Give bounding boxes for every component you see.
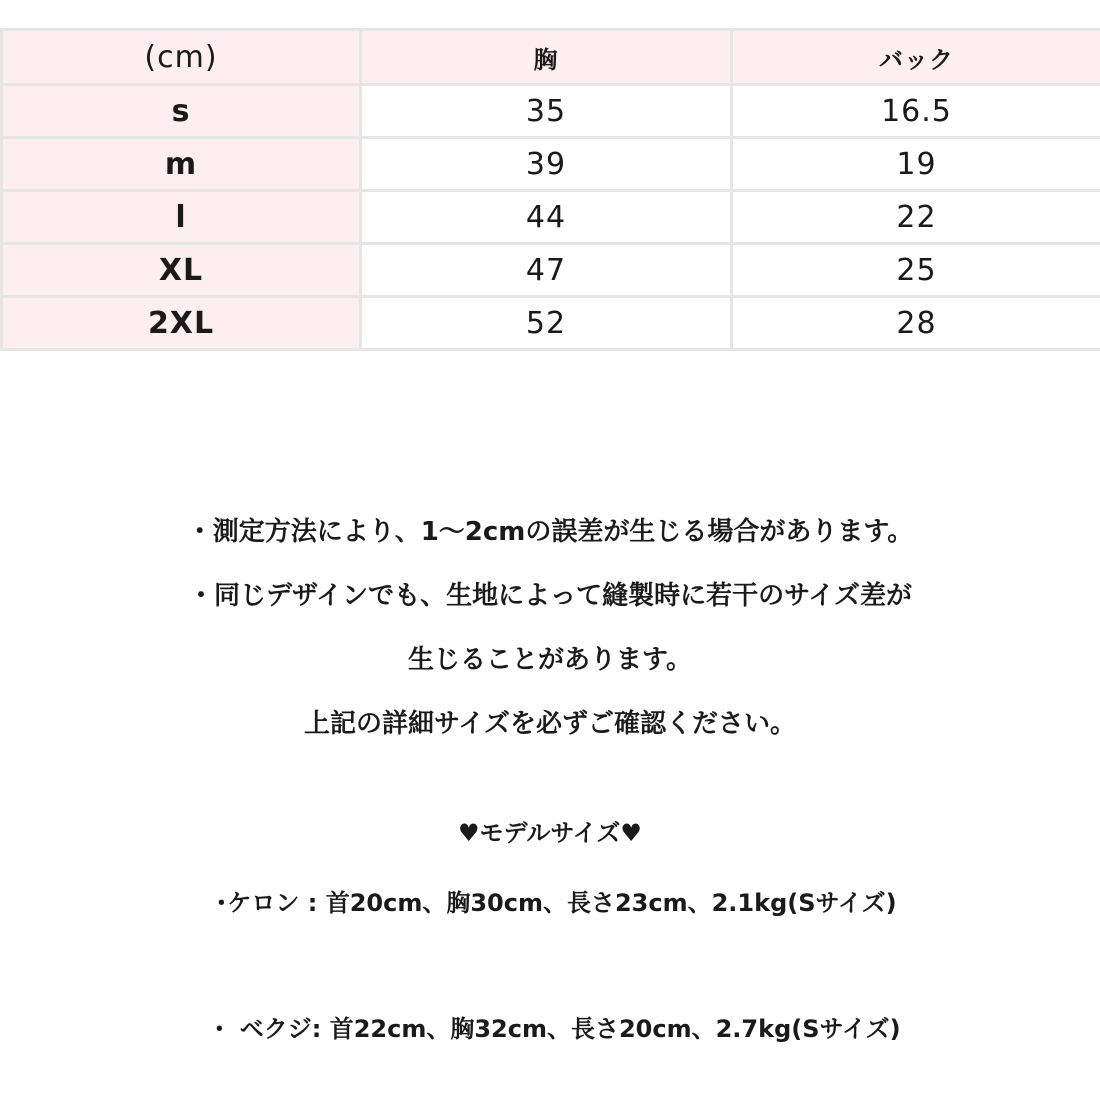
model-line: ・ ベクジ: 首22cm、胸32cm、長さ20cm、2.7kg(Sサイズ) [207, 1015, 901, 1043]
back-value: 28 [732, 297, 1100, 350]
size-label: l [2, 191, 361, 244]
size-table-header [2, 30, 1100, 85]
back-value: 19 [732, 138, 1100, 191]
table-row [2, 85, 1100, 138]
size-label: 2XL [2, 297, 361, 350]
size-label: s [2, 85, 361, 138]
note-line: ・測定方法により、1〜2cmの誤差が生じる場合があります。 [186, 517, 914, 547]
note-line: 生じることがあります。 [408, 645, 692, 675]
model-size-section [0, 808, 1100, 1054]
chest-value: 35 [361, 85, 732, 138]
measurement-notes [0, 500, 1100, 756]
header-chest: 胸 [361, 30, 732, 85]
size-table-body [2, 85, 1100, 350]
table-row [2, 138, 1100, 191]
back-value: 16.5 [732, 85, 1100, 138]
chest-value: 39 [361, 138, 732, 191]
note-line: 上記の詳細サイズを必ずご確認ください。 [304, 709, 796, 739]
table-row [2, 191, 1100, 244]
header-unit: (cm) [2, 30, 361, 85]
table-row [2, 297, 1100, 350]
model-line: ･ケロン : 首20cm、胸30cm、長さ23cm、2.1kg(Sサイズ) [215, 889, 897, 917]
chest-value: 44 [361, 191, 732, 244]
size-label: m [2, 138, 361, 191]
header-row [2, 30, 1100, 85]
chest-value: 52 [361, 297, 732, 350]
back-value: 25 [732, 244, 1100, 297]
note-line: ・同じデザインでも、生地によって縫製時に若干のサイズ差が [187, 581, 913, 611]
table-row [2, 244, 1100, 297]
size-label: XL [2, 244, 361, 297]
model-size-title: ♥モデルサイズ♥ [458, 819, 642, 847]
back-value: 22 [732, 191, 1100, 244]
chest-value: 47 [361, 244, 732, 297]
size-table [0, 28, 1100, 351]
header-back: バック [732, 30, 1100, 85]
